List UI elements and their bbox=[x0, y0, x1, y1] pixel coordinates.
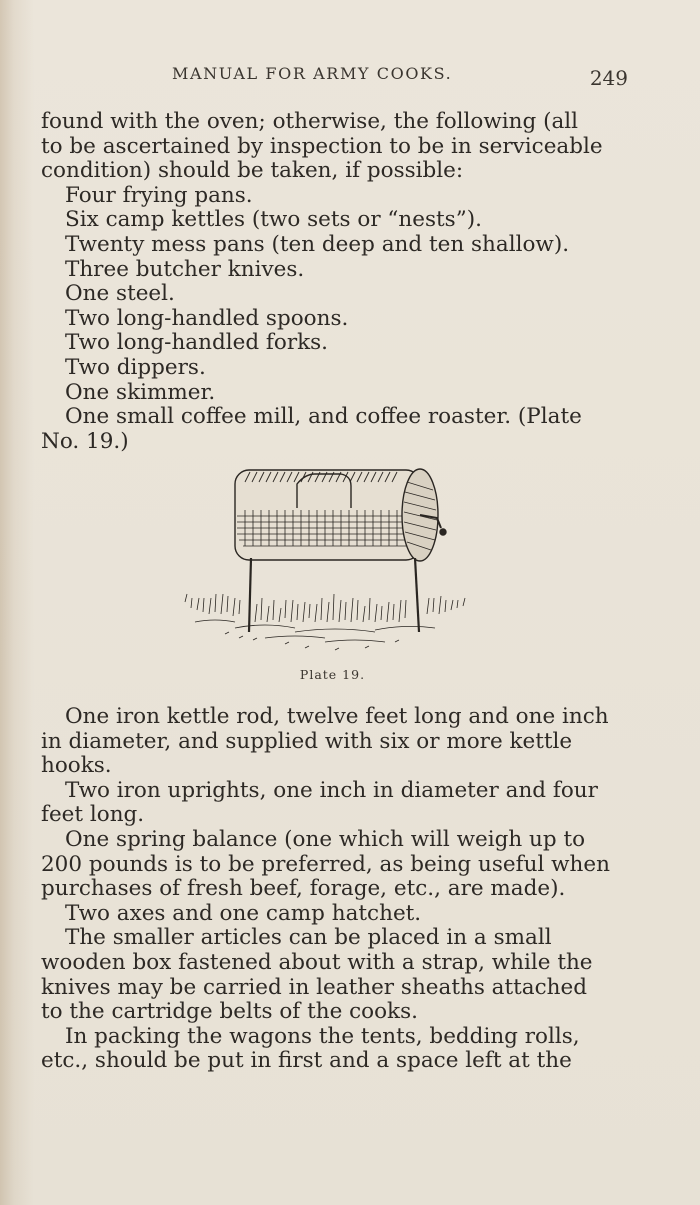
page-header bbox=[0, 62, 700, 92]
text-line: hooks. bbox=[41, 753, 112, 779]
text-line: feet long. bbox=[41, 802, 145, 828]
coffee-roaster-illustration bbox=[165, 462, 500, 662]
list-item: One steel. bbox=[65, 281, 175, 307]
text-line: Two iron uprights, one inch in diameter and four bbox=[65, 777, 598, 803]
text-line: knives may be carried in leather sheaths attached bbox=[41, 974, 587, 1000]
text-line: to the cartridge belts of the cooks. bbox=[41, 999, 418, 1025]
text-line: condition) should be taken, if possible: bbox=[41, 158, 464, 184]
list-item: Six camp kettles (two sets or “nests”). bbox=[65, 207, 482, 233]
list-item: Twenty mess pans (ten deep and ten shallow). bbox=[65, 231, 570, 257]
list-item: One skimmer. bbox=[65, 379, 216, 405]
coffee-mill-item bbox=[41, 405, 631, 454]
text-line: found with the oven; otherwise, the following (all bbox=[41, 109, 579, 134]
text-line: etc., should be put in first and a space left at the bbox=[41, 1048, 572, 1074]
text-line: Two axes and one camp hatchet. bbox=[65, 900, 422, 926]
text-line: No. 19.) bbox=[41, 428, 129, 454]
list-item: Four frying pans. bbox=[65, 182, 253, 208]
top-text-block bbox=[41, 110, 631, 454]
text-line: 200 pounds is to be preferred, as being useful when bbox=[41, 851, 610, 877]
list-item: One small coffee mill, and coffee roaster. (Plate bbox=[65, 404, 582, 430]
page-number: 249 bbox=[589, 66, 628, 90]
plate-caption: Plate 19. bbox=[299, 667, 366, 682]
text-line: to be ascertained by inspection to be in serviceable bbox=[41, 133, 603, 159]
text-line: One spring balance (one which will weigh up to bbox=[65, 826, 586, 852]
text-line: The smaller articles can be placed in a small bbox=[65, 925, 552, 951]
list-item: Two long-handled spoons. bbox=[65, 305, 349, 331]
text-line: wooden box fastened about with a strap, while the bbox=[41, 949, 593, 975]
running-head: MANUAL FOR ARMY COOKS. bbox=[172, 64, 453, 83]
list-item: Two long-handled forks. bbox=[65, 330, 328, 356]
text-line: In packing the wagons the tents, bedding rolls, bbox=[65, 1023, 580, 1049]
bottom-text-block bbox=[41, 705, 631, 1074]
text-line: in diameter, and supplied with six or more kettle bbox=[41, 728, 573, 754]
text-line: purchases of fresh beef, forage, etc., are made). bbox=[41, 876, 566, 902]
list-item: Three butcher knives. bbox=[65, 256, 305, 282]
list-item: Two dippers. bbox=[65, 354, 206, 380]
text-line: One iron kettle rod, twelve feet long and one inch bbox=[65, 704, 609, 729]
equipment-list bbox=[41, 184, 631, 405]
